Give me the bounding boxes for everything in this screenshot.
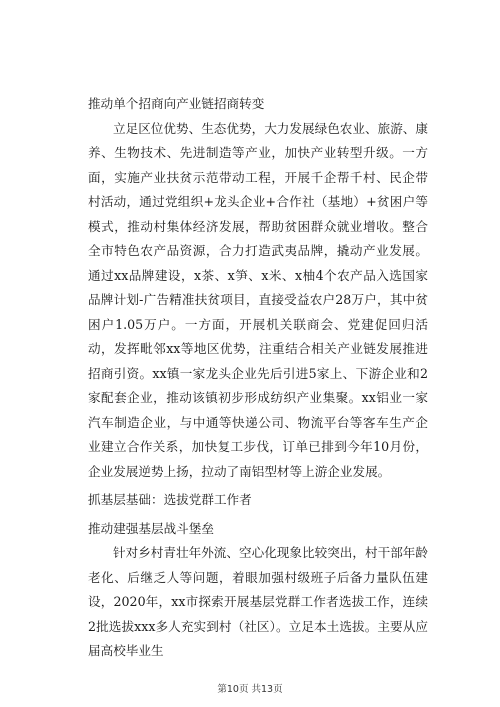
section-heading-grassroots: 抓基层基础：选拔党群工作者: [88, 492, 252, 507]
paragraph-party-workers: 针对乡村青壮年外流、空心化现象比较突出，村干部年龄老化、后继乏人等问题，着眼加强村级班子后备力量队伍建设，2020年，xx市探索开展基层党群工作者选拔工作，连续2批选拔xxx多人充实到村（社区）。立足本土选拔。主要从应届高校毕业生: [88, 545, 428, 658]
paragraph-industry-transformation: 立足区位优势、生态优势，大力发展绿色农业、旅游、康养、生物技术、先进制造等产业，加快产业转型升级。一方面，实施产业扶贫示范带动工程，开展千企帮千村、民企带村活动，通过党组织+龙头企业+合作社（基地）+贫困户等模式，推动村集体经济发展，帮助贫困群众就业增收。整合全市特色农产品资源，合力打造武夷品牌，撬动产业发展。通过xx品牌建设，x茶、x笋、x米、x柚4个农产品入选国家品牌计划-广告精准扶贫项目，直接受益农户28万户，其中贫困户1.05万户。一方面，开展机关联商会、党建促回归活动，发挥毗邻xx等地区优势，注重结合相关产业链发展推进招商引资。xx镇一家龙头企业先后引进5家上、下游企业和2家配套企业，推动该镇初步形成纺织产业集聚。xx铝业一家汽车制造企业，与中通等快递公司、物流平台等客车生产企业建立合作关系，加快复工步伐，订单已排到今年10月份，企业发展逆势上扬，拉动了南铝型材等上游企业发展。: [88, 120, 428, 479]
page-number-footer: 第10页 共13页: [217, 684, 283, 695]
section-heading-fortress: 推动建强基层战斗堡垒: [88, 520, 214, 536]
document-body: [88, 92, 428, 664]
section-heading-industry-chain: 推动单个招商向产业链招商转变: [88, 96, 265, 111]
